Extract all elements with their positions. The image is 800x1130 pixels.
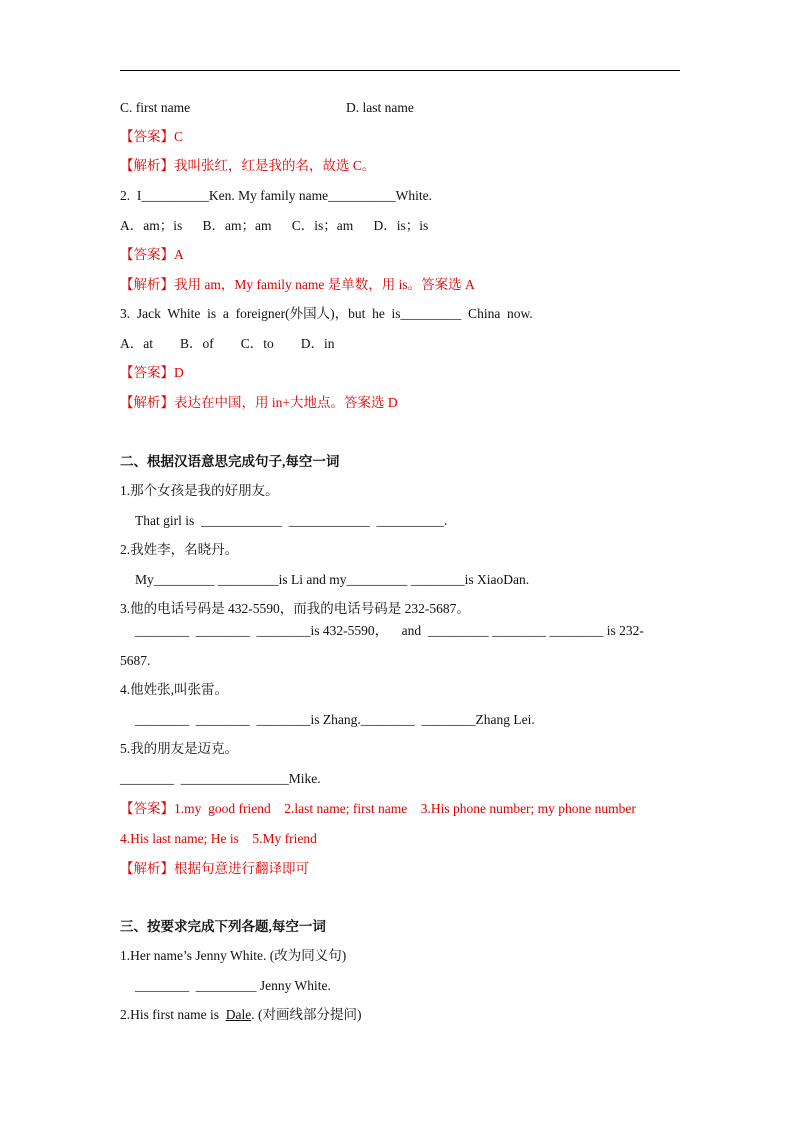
q2-options: A．am；is B．am；am C．is；am D．is；is — [120, 218, 429, 233]
q3-answer: 【答案】D — [120, 365, 184, 380]
s3-item2-underlined: Dale — [225, 1007, 252, 1022]
q3-stem: 3. Jack White is a foreigner(外国人)，but he is_________ China now. — [120, 306, 533, 321]
s2-item2-en: My_________ _________is Li and my_________ ________is XiaoDan. — [135, 572, 530, 587]
q2-analysis: 【解析】我用 am，My family name 是单数，用 is。答案选 A — [120, 277, 475, 292]
q2-answer: 【答案】A — [120, 247, 184, 262]
s2-item3-en: ________ ________ ________is 432-5590， and _________ ________ ________ is 232- — [135, 623, 644, 638]
q3-options: A．at B．of C．to D．in — [120, 336, 335, 351]
s3-item1-blank: ________ _________ Jenny White. — [135, 978, 331, 993]
s2-item4-cn: 4.他姓张,叫张雷。 — [120, 682, 228, 697]
s3-item2-post: . (对画线部分提问) — [251, 1007, 362, 1022]
s2-item3-en-cont: 5687. — [120, 653, 151, 668]
q2-stem: 2. I__________Ken. My family name__________White. — [120, 188, 432, 203]
s2-item4-en: ________ ________ ________is Zhang.________ ________Zhang Lei. — [135, 712, 535, 727]
section3-heading: 三、按要求完成下列各题,每空一词 — [120, 919, 326, 934]
s3-item2-pre: 2.His first name is — [120, 1007, 226, 1022]
s2-answer-line2: 4.His last name; He is 5.My friend — [120, 831, 317, 846]
s2-item5-cn: 5.我的朋友是迈克。 — [120, 741, 239, 756]
s2-item1-en: That girl is ____________ ____________ __________. — [135, 513, 448, 528]
s2-item5-en: ________ ________________Mike. — [120, 771, 321, 786]
s3-item1-stem: 1.Her name’s Jenny White. (改为同义句) — [120, 948, 347, 963]
option-d: D. last name — [346, 100, 414, 115]
option-c: C. first name — [120, 100, 191, 115]
header-rule — [120, 70, 680, 71]
s2-item1-cn: 1.那个女孩是我的好朋友。 — [120, 483, 279, 498]
s2-item3-cn: 3.他的电话号码是 432-5590，而我的电话号码是 232-5687。 — [120, 601, 470, 616]
q1-analysis: 【解析】我叫张红，红是我的名，故选 C。 — [120, 158, 376, 173]
q1-answer: 【答案】C — [120, 129, 184, 144]
s2-analysis: 【解析】根据句意进行翻译即可 — [120, 861, 309, 876]
s2-item2-cn: 2.我姓李，名晓丹。 — [120, 542, 239, 557]
s3-item2 — [120, 1006, 361, 1024]
q3-analysis: 【解析】表达在中国，用 in+大地点。答案选 D — [120, 395, 398, 410]
section2-heading: 二、根据汉语意思完成句子,每空一词 — [120, 454, 340, 469]
s2-answer-line1: 【答案】1.my good friend 2.last name; first name 3.His phone number; my phone number — [120, 801, 636, 816]
